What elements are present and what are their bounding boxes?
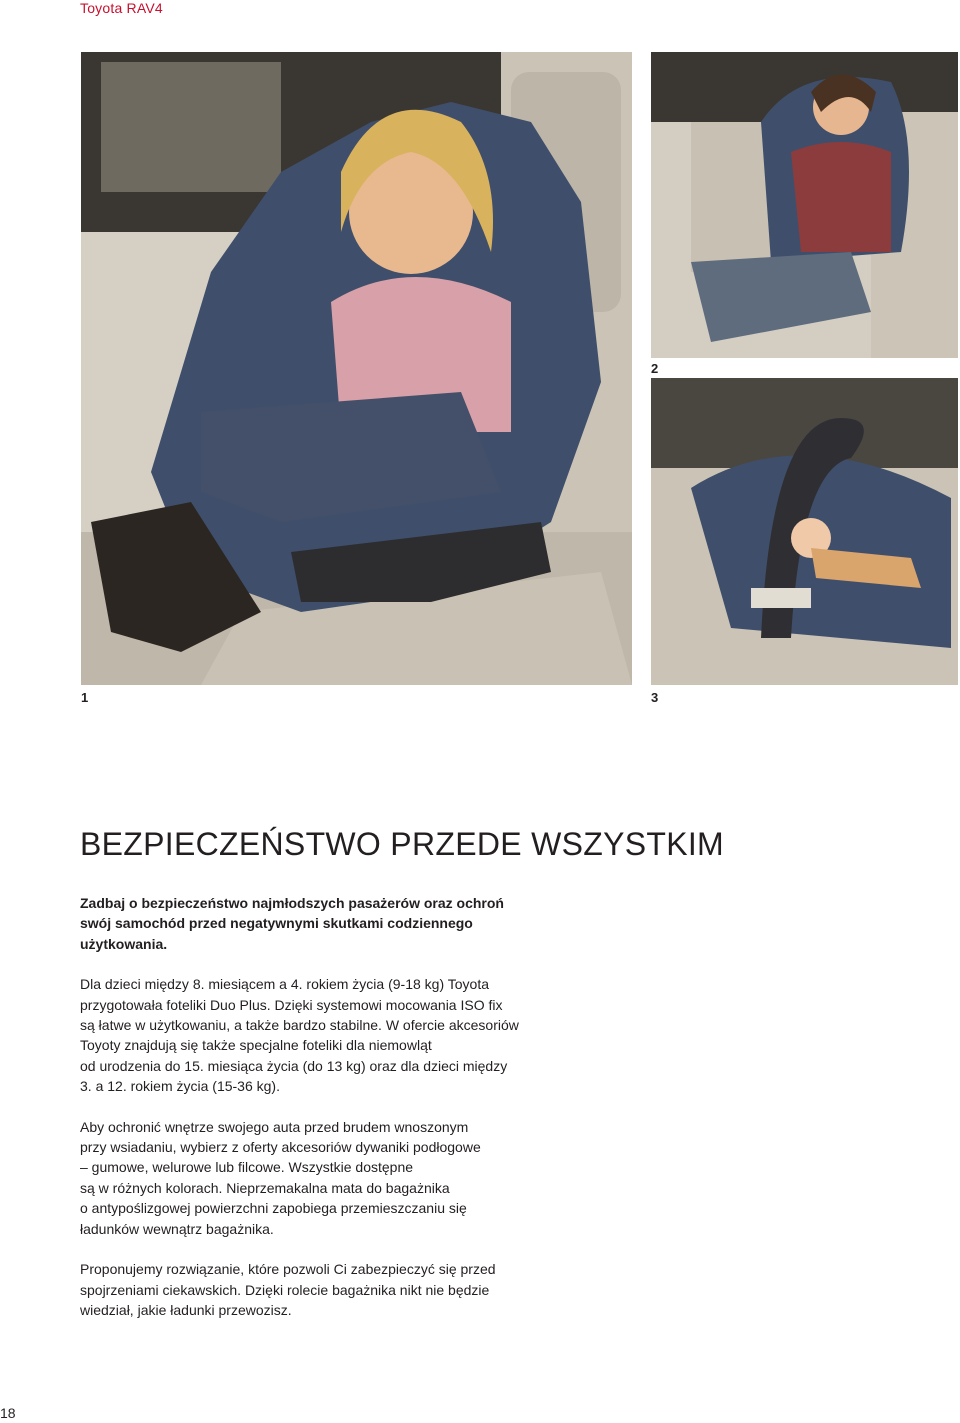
- paragraph-floor-mats: Aby ochronić wnętrze swojego auta przed brudem wnoszonym przy wsiadaniu, wybierz z oferty akcesoriów dywaniki podłogowe – gumowe, welurowe lub filcowe. Wszystkie dostępne są w różnych kolorach. Nieprzemakalna mata do bagażnika o antypoślizgowej powierzchni zapobiega przemieszczaniu się ładunków wewnątrz bagażnika.: [80, 1118, 481, 1237]
- photo-number-3: 3: [651, 690, 659, 705]
- page-title: BEZPIECZEŃSTWO PRZEDE WSZYSTKIM: [80, 826, 725, 862]
- page-number: 18: [0, 1405, 16, 1421]
- body-text: [80, 893, 540, 1340]
- paragraph-cargo-cover: Proponujemy rozwiązanie, które pozwoli Ci zabezpieczyć się przed spojrzeniami ciekawskich. Dzięki rolecie bagażnika nikt nie będzie wiedział, jakie ładunki przewozisz.: [80, 1261, 496, 1318]
- paragraph-car-seats: Dla dzieci między 8. miesiącem a 4. rokiem życia (9-18 kg) Toyota przygotowała foteliki Duo Plus. Dzięki systemowi mocowania ISO fix są łatwe w użytkowaniu, a także bardzo stabilne. W ofercie akcesoriów Toyoty znajdują się także specjalne foteliki dla niemowląt od urodzenia do 15. miesiąca życia (do 13 kg) oraz dla dzieci między 3. a 12. rokiem życia (15-36 kg).: [80, 976, 519, 1095]
- photo-number-2: 2: [651, 361, 659, 376]
- photo-infant-carrier: [651, 378, 958, 685]
- photo-child-car-seat: [81, 52, 632, 685]
- photo-number-1: 1: [81, 690, 89, 705]
- lead-paragraph: Zadbaj o bezpieczeństwo najmłodszych pasażerów oraz ochroń swój samochód przed negatywnymi skutkami codziennego użytkowania.: [80, 895, 504, 952]
- photo-child-booster-seat: [651, 52, 958, 358]
- brand-header: Toyota RAV4: [80, 0, 163, 16]
